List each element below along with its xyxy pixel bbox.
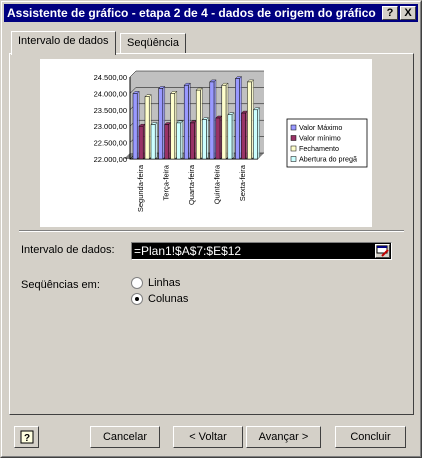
help-icon [20,430,34,444]
rows-radio-label[interactable]: Linhas [148,277,181,289]
x-tick-label: Sexta-feira [238,165,248,202]
collapse-dialog-icon [376,245,389,257]
bar [171,93,175,159]
bar [159,88,163,159]
legend-swatch [291,146,296,151]
bar [253,110,257,159]
bar [222,85,226,159]
tab-series[interactable]: Seqüência [120,33,186,53]
bar [228,115,232,159]
x-tick-label: Terça-feira [161,165,171,201]
bar [145,97,149,159]
x-tick-label: Segunda-feira [135,165,145,213]
chart-svg [40,59,372,227]
separator [19,230,404,232]
bar [190,123,194,159]
range-label-text: Intervalo de dados: [21,244,115,256]
legend-swatch [291,157,296,162]
columns-radio[interactable] [131,293,143,305]
y-tick-label: 22.500,00 [93,138,127,148]
next-button[interactable]: Avançar > [246,426,321,448]
bar [216,118,220,159]
range-value: =Plan1!$A$7:$E$12 [134,244,242,258]
tab-data-range[interactable]: Intervalo de dados [11,31,116,55]
bar [235,79,239,159]
collapse-dialog-button[interactable] [375,244,390,258]
bar [202,120,206,159]
range-input[interactable] [131,242,392,260]
legend-label: Abertura do pregã [299,154,357,164]
bar-side [206,118,208,159]
series-in-label: Seqüências em: [21,279,100,291]
bar [165,125,169,159]
close-button[interactable]: X [400,6,416,20]
columns-radio-label[interactable]: Colunas [148,293,189,305]
y-tick-label: 22.000,00 [93,155,127,164]
x-tick-label: Quarta-feira [187,165,196,206]
bar-side [258,108,260,159]
chart-preview [40,59,372,227]
cancel-button[interactable]: Cancelar [90,426,160,448]
bar-side [181,121,183,159]
bar [177,123,181,159]
bar [184,85,188,159]
y-tick-label: 24.000,00 [93,89,127,99]
bar [151,125,155,159]
help-button[interactable] [14,426,39,448]
bar [241,113,245,159]
y-tick-label: 24.500,00 [93,73,127,82]
legend-label: Valor Máximo [299,123,343,132]
bar [247,82,251,159]
title-bar[interactable] [4,4,418,22]
help-icon-glyph: ? [23,433,30,444]
y-tick-label: 23.000,00 [93,122,127,132]
bar [196,90,200,159]
rows-radio[interactable] [131,277,143,289]
bar [139,126,143,159]
range-label [21,244,115,256]
bar-side [232,113,234,159]
legend-label: Valor mínimo [299,133,341,143]
bar-side [155,123,157,159]
back-button[interactable]: < Voltar [173,426,243,448]
title-help-button[interactable]: ? [382,6,398,20]
bar [210,82,214,159]
legend-swatch [291,136,296,141]
finish-button[interactable]: Concluir [335,426,406,448]
bar [133,93,137,159]
legend-swatch [291,125,296,130]
window-title: Assistente de gráfico - etapa 2 de 4 - dados de origem do gráfico [7,6,376,20]
legend-label: Fechamento [299,144,339,153]
x-tick-label: Quinta-feira [212,165,222,205]
y-tick-label: 23.500,00 [93,105,127,115]
